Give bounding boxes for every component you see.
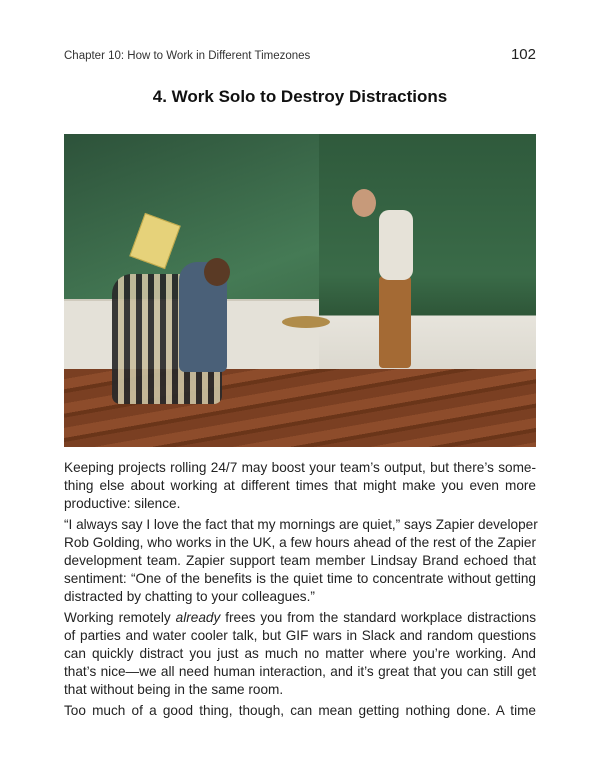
photo-seated-man-head <box>204 258 230 286</box>
text-line: that without being in the same room. <box>64 682 284 697</box>
text-line: of parties and water cooler talk, but GIF wars in Slack and random questions <box>64 628 536 643</box>
paragraph <box>64 702 536 720</box>
text-line: distracted by chatting to your colleagues.” <box>64 589 315 604</box>
text-line: that’s nice—we all need human interaction, and it’s great that you can still get <box>64 664 536 679</box>
text-line: can quickly distract you just as much no matter where you’re working. And <box>64 646 536 661</box>
photo-shouting-man <box>379 210 413 280</box>
photo-shouting-man-legs <box>379 276 411 368</box>
text-line: thing else about working at different times that might make you even more <box>64 478 536 493</box>
page-number: 102 <box>510 46 536 63</box>
text-fragment: Working remotely <box>64 610 176 625</box>
paragraph <box>64 516 536 606</box>
text-line <box>64 609 536 627</box>
photo-side-table <box>282 316 330 328</box>
text-line: productive: silence. <box>64 496 181 511</box>
photo-shouting-man-head <box>352 189 376 217</box>
text-line: Keeping projects rolling 24/7 may boost your team’s output, but there’s some- <box>64 460 536 475</box>
text-line: development team. Zapier support team member Lindsay Brand echoed that <box>64 553 536 568</box>
section-title: 4. Work Solo to Destroy Distractions <box>152 87 448 106</box>
photo-loud-coworker <box>64 134 536 447</box>
paragraph <box>64 459 536 513</box>
text-line: Rob Golding, who works in the UK, a few hours ahead of the rest of the Zapier <box>64 535 536 550</box>
paragraph <box>64 609 536 699</box>
text-line: sentiment: “One of the benefits is the quiet time to concentrate without getting <box>64 571 536 586</box>
emphasis: already <box>175 610 221 625</box>
running-header: Chapter 10: How to Work in Different Timezones <box>64 50 311 62</box>
body-text <box>64 459 536 723</box>
text-line: Too much of a good thing, though, can mean getting nothing done. A time <box>64 703 536 718</box>
text-line: “I always say I love the fact that my mornings are quiet,” says Zapier developer <box>64 517 538 532</box>
text-fragment: frees you from the standard workplace distractions <box>220 610 537 625</box>
